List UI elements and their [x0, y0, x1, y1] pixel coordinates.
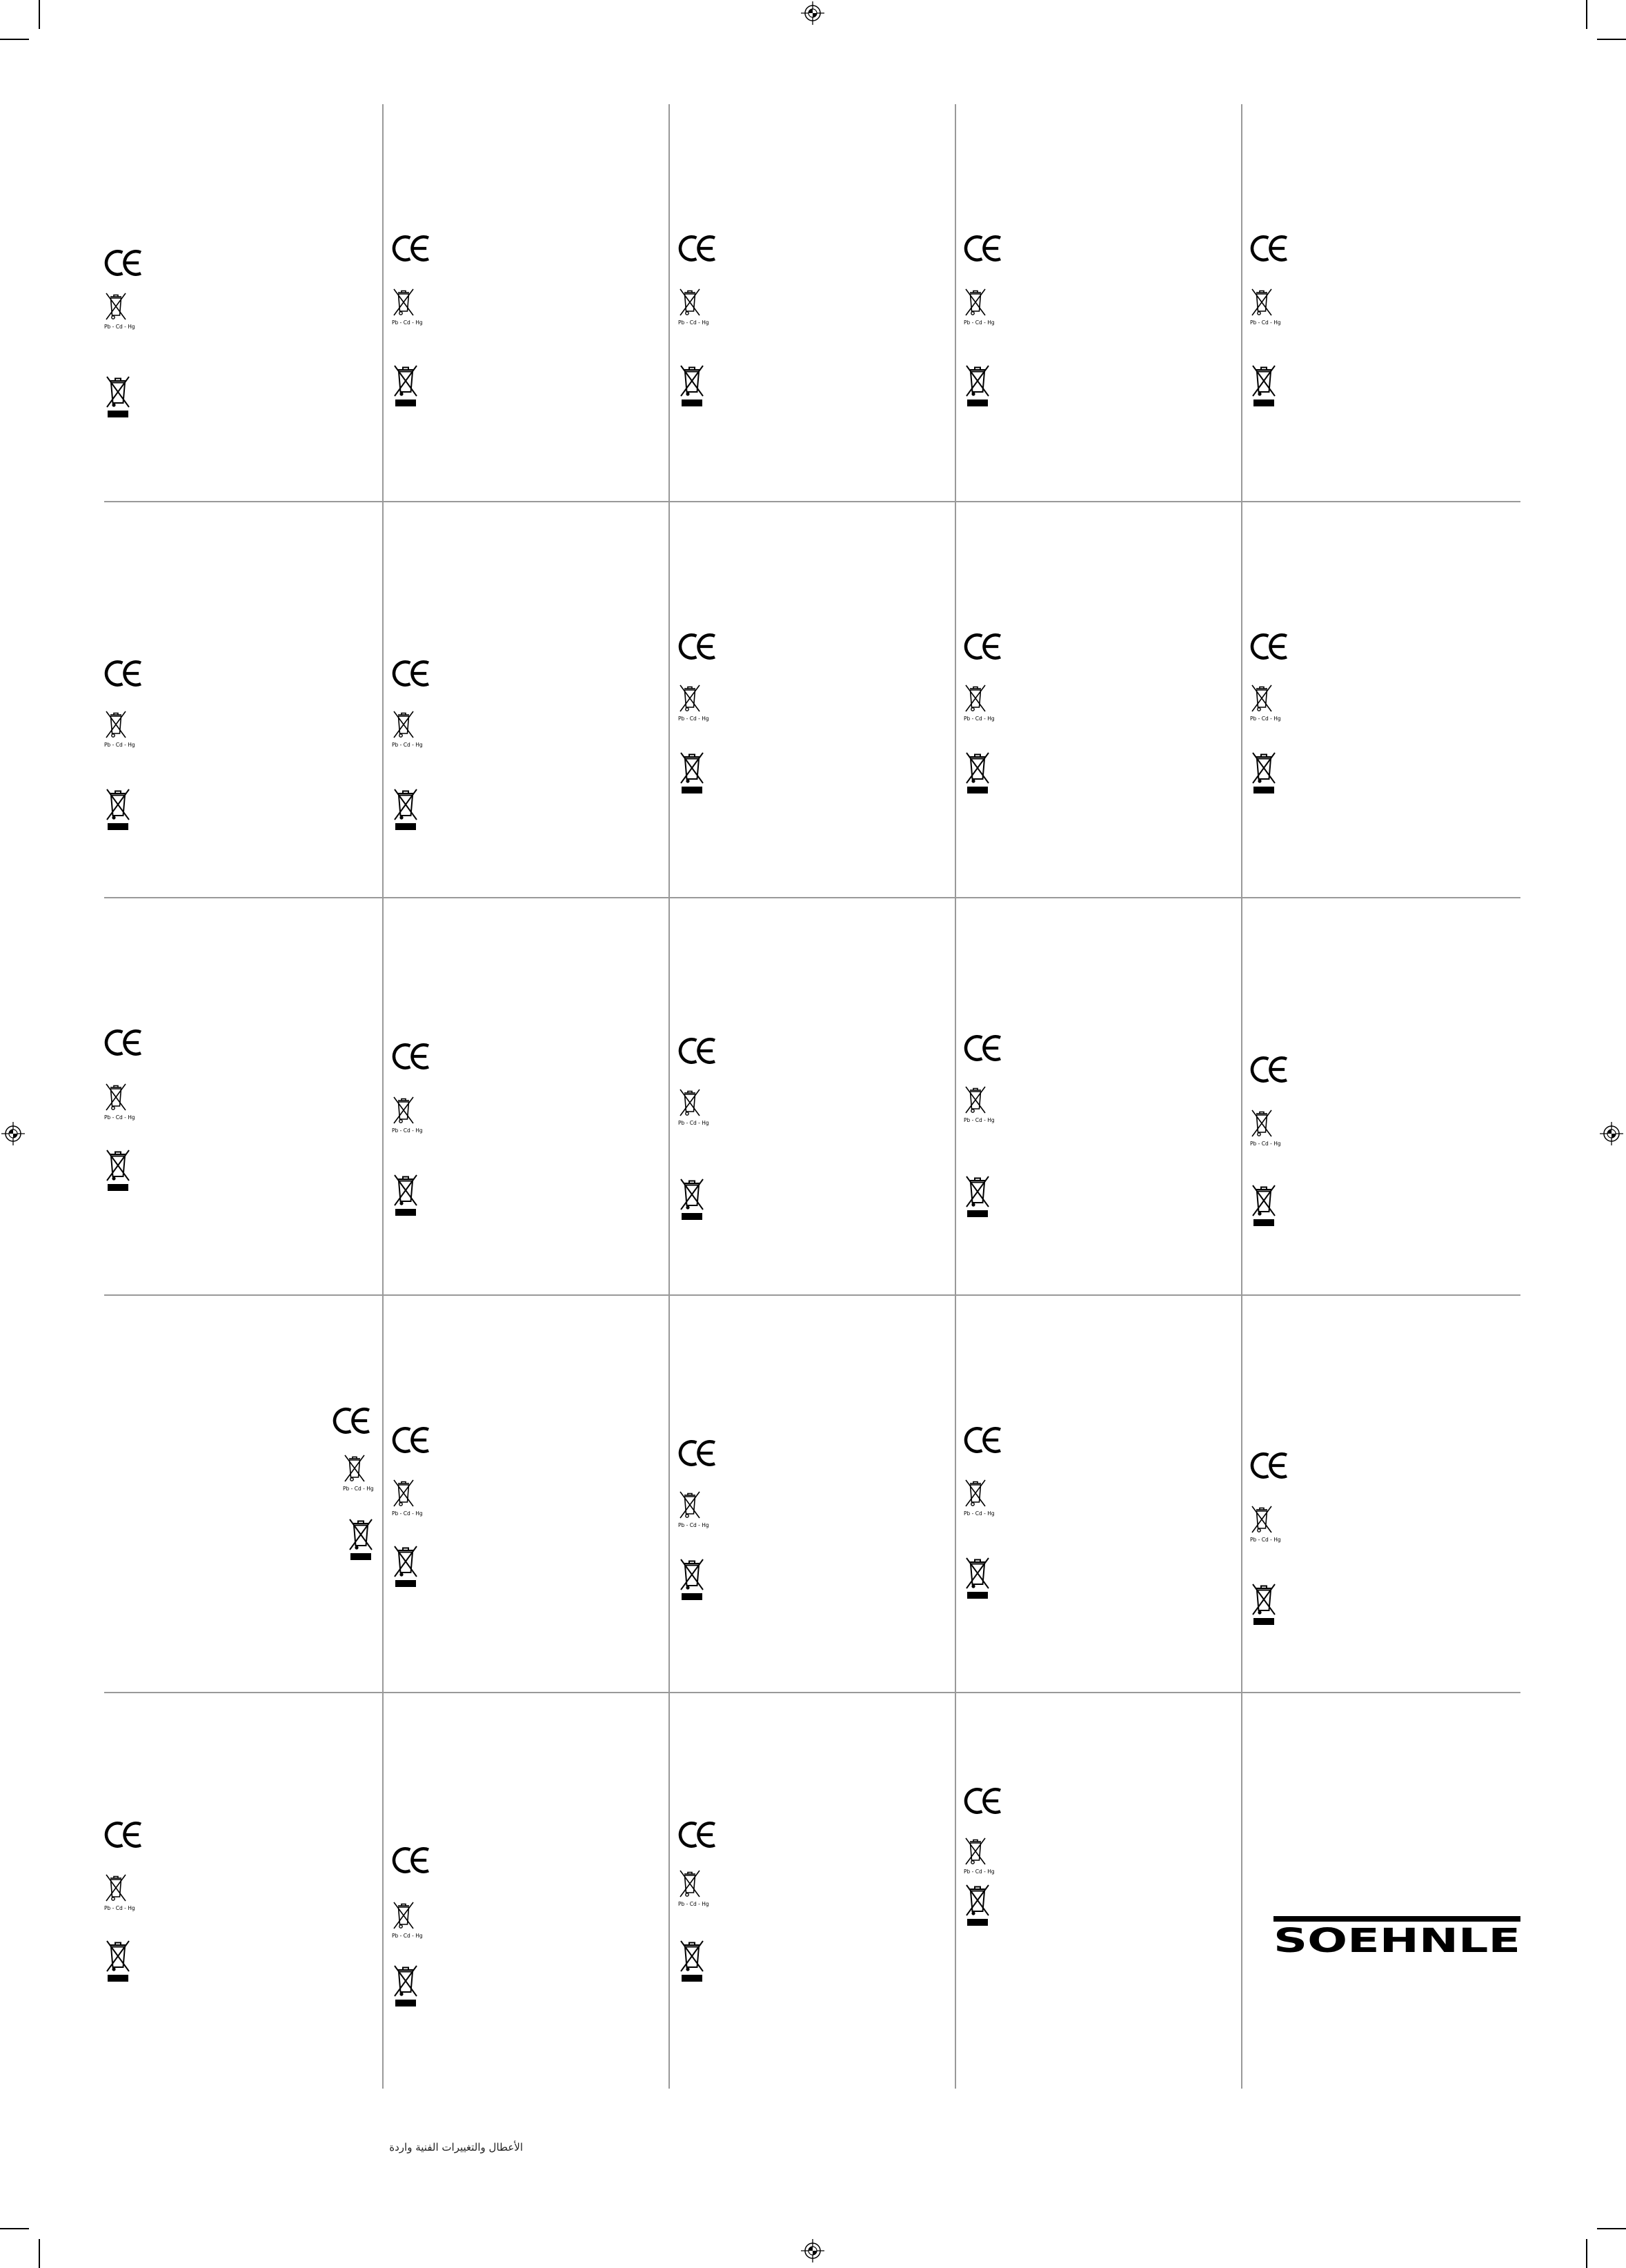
battery-bin-graphic [678, 1489, 702, 1521]
ce-mark-graphic [678, 1036, 719, 1065]
battery-chemicals-label: Pb - Cd - Hg [678, 1901, 709, 1907]
crossed-out-wheelie-bin-weee-icon [678, 1937, 706, 1982]
ce-mark-graphic [392, 1846, 433, 1875]
column-divider [1241, 104, 1242, 2089]
battery-chemicals-label: Pb - Cd - Hg [964, 716, 995, 722]
crossed-out-wheelie-bin-weee-icon [347, 1515, 375, 1561]
crop-mark-top-left-vertical [39, 0, 40, 29]
battery-bin-graphic [392, 286, 415, 318]
ce-mark-graphic [964, 234, 1004, 263]
ce-mark-graphic [964, 1786, 1004, 1815]
ce-mark-icon [104, 1028, 145, 1057]
ce-mark-icon [392, 234, 433, 263]
ce-mark-icon [678, 632, 719, 661]
battery-disposal-symbol [964, 286, 995, 328]
battery-chemicals-label: Pb - Cd - Hg [104, 324, 135, 330]
ce-mark-graphic [392, 234, 433, 263]
ce-mark-icon [392, 1426, 433, 1455]
battery-bin-graphic [1250, 682, 1273, 714]
crop-mark-top-right-vertical [1586, 0, 1587, 29]
battery-bin-graphic [1250, 1107, 1273, 1139]
weee-bin-graphic [678, 1555, 706, 1601]
ce-mark-icon [1250, 632, 1291, 661]
battery-bin-graphic [104, 1872, 128, 1904]
soehnle-logo [1273, 1913, 1522, 1954]
ce-mark-graphic [1250, 1055, 1291, 1084]
crop-mark-top-left-horizontal [0, 39, 29, 40]
crossed-out-wheelie-bin-weee-icon [964, 749, 991, 794]
battery-chemicals-label: Pb - Cd - Hg [964, 1868, 995, 1875]
ce-mark-graphic [678, 1439, 719, 1468]
crossed-out-wheelie-bin-weee-icon [964, 1172, 991, 1218]
weee-bin-graphic [392, 362, 419, 407]
ce-mark-graphic [392, 1042, 433, 1071]
crossed-out-wheelie-bin-weee-icon [1250, 1181, 1278, 1227]
battery-bin-graphic [964, 682, 987, 714]
ce-mark-icon [964, 1426, 1004, 1455]
battery-disposal-symbol [1250, 682, 1281, 724]
crossed-out-bin-battery-icon [678, 682, 702, 714]
weee-bin-graphic [964, 1881, 991, 1926]
battery-disposal-symbol [343, 1452, 374, 1494]
ce-mark-graphic [1250, 632, 1291, 661]
weee-bin-graphic [1250, 362, 1278, 407]
crossed-out-wheelie-bin-weee-icon [678, 1175, 706, 1221]
crossed-out-bin-battery-icon [678, 1868, 702, 1900]
battery-chemicals-label: Pb - Cd - Hg [678, 716, 709, 722]
ce-mark-graphic [104, 659, 145, 688]
crossed-out-bin-battery-icon [104, 709, 128, 740]
ce-mark-icon [678, 1439, 719, 1468]
crossed-out-wheelie-bin-weee-icon [392, 362, 419, 407]
battery-disposal-symbol [678, 286, 709, 328]
ce-mark-graphic [964, 1034, 1004, 1063]
battery-disposal-symbol [104, 290, 135, 332]
row-divider [104, 1692, 1520, 1693]
battery-chemicals-label: Pb - Cd - Hg [1250, 1537, 1281, 1543]
crossed-out-wheelie-bin-weee-icon [104, 1146, 132, 1192]
crossed-out-wheelie-bin-weee-icon [964, 1554, 991, 1599]
ce-mark-icon [104, 248, 145, 277]
ce-mark-icon [964, 632, 1004, 661]
crossed-out-bin-battery-icon [678, 286, 702, 318]
battery-bin-graphic [678, 682, 702, 714]
battery-chemicals-label: Pb - Cd - Hg [964, 1117, 995, 1123]
registration-mark-icon [1, 1122, 25, 1145]
battery-disposal-symbol [964, 682, 995, 724]
row-divider [104, 897, 1520, 898]
ce-mark-graphic [333, 1406, 373, 1435]
ce-mark-graphic [964, 632, 1004, 661]
battery-bin-graphic [392, 1900, 415, 1931]
battery-disposal-symbol [1250, 1107, 1281, 1149]
crossed-out-bin-battery-icon [964, 682, 987, 714]
crossed-out-wheelie-bin-weee-icon [392, 1962, 419, 2007]
battery-bin-graphic [104, 1081, 128, 1113]
registration-mark-icon [801, 1, 824, 25]
crossed-out-bin-battery-icon [343, 1452, 366, 1484]
battery-bin-graphic [964, 1835, 987, 1867]
ce-mark-icon [104, 1820, 145, 1849]
ce-mark-graphic [964, 1426, 1004, 1455]
battery-disposal-symbol [678, 1489, 709, 1530]
ce-mark-icon [678, 234, 719, 263]
battery-disposal-symbol [392, 1900, 423, 1941]
ce-mark-icon [964, 1786, 1004, 1815]
crossed-out-bin-battery-icon [678, 1489, 702, 1521]
battery-chemicals-label: Pb - Cd - Hg [392, 1127, 423, 1134]
crop-mark-bottom-left-horizontal [0, 2228, 29, 2229]
battery-disposal-symbol [964, 1477, 995, 1519]
logo-wordmark: SOEHNLE [1273, 1922, 1520, 1954]
registration-mark-icon [1600, 1122, 1623, 1145]
weee-bin-graphic [104, 785, 132, 831]
battery-bin-graphic [678, 286, 702, 318]
ce-mark-graphic [678, 234, 719, 263]
weee-bin-graphic [392, 1171, 419, 1216]
row-divider [104, 501, 1520, 502]
crossed-out-bin-battery-icon [964, 1477, 987, 1509]
crossed-out-wheelie-bin-weee-icon [678, 362, 706, 407]
battery-bin-graphic [1250, 1503, 1273, 1535]
column-divider [668, 104, 670, 2089]
weee-bin-graphic [392, 1542, 419, 1588]
crossed-out-wheelie-bin-weee-icon [104, 373, 132, 418]
battery-disposal-symbol [678, 682, 709, 724]
weee-bin-graphic [104, 1146, 132, 1192]
crossed-out-bin-battery-icon [392, 1477, 415, 1509]
crossed-out-bin-battery-icon [104, 290, 128, 322]
battery-bin-graphic [964, 286, 987, 318]
weee-bin-graphic [678, 362, 706, 407]
battery-disposal-symbol [392, 1477, 423, 1519]
battery-bin-graphic [104, 290, 128, 322]
weee-bin-graphic [964, 1172, 991, 1218]
ce-mark-icon [1250, 234, 1291, 263]
crossed-out-wheelie-bin-weee-icon [678, 749, 706, 794]
battery-bin-graphic [678, 1868, 702, 1900]
crop-mark-bottom-left-vertical [39, 2239, 40, 2268]
battery-disposal-symbol [1250, 1503, 1281, 1545]
battery-bin-graphic [678, 1087, 702, 1118]
column-divider [955, 104, 956, 2089]
battery-chemicals-label: Pb - Cd - Hg [678, 1120, 709, 1126]
weee-bin-graphic [104, 1937, 132, 1982]
battery-chemicals-label: Pb - Cd - Hg [104, 1905, 135, 1911]
weee-bin-graphic [964, 362, 991, 407]
battery-chemicals-label: Pb - Cd - Hg [1250, 319, 1281, 326]
crossed-out-bin-battery-icon [392, 1900, 415, 1931]
ce-mark-graphic [678, 632, 719, 661]
ce-mark-icon [964, 1034, 1004, 1063]
battery-bin-graphic [392, 709, 415, 740]
battery-chemicals-label: Pb - Cd - Hg [392, 319, 423, 326]
soehnle-logo-graphic [1273, 1913, 1522, 1954]
crossed-out-wheelie-bin-weee-icon [104, 785, 132, 831]
crossed-out-wheelie-bin-weee-icon [964, 1881, 991, 1926]
crossed-out-bin-battery-icon [1250, 682, 1273, 714]
battery-bin-graphic [964, 1477, 987, 1509]
battery-bin-graphic [343, 1452, 366, 1484]
weee-bin-graphic [1250, 1580, 1278, 1626]
weee-bin-graphic [1250, 749, 1278, 794]
ce-mark-icon [392, 1042, 433, 1071]
weee-bin-graphic [678, 1175, 706, 1221]
crossed-out-bin-battery-icon [964, 1835, 987, 1867]
battery-chemicals-label: Pb - Cd - Hg [678, 319, 709, 326]
weee-bin-graphic [392, 785, 419, 831]
ce-mark-graphic [392, 659, 433, 688]
crossed-out-bin-battery-icon [392, 1094, 415, 1126]
battery-chemicals-label: Pb - Cd - Hg [964, 1510, 995, 1517]
ce-mark-icon [678, 1036, 719, 1065]
crossed-out-wheelie-bin-weee-icon [1250, 362, 1278, 407]
battery-disposal-symbol [104, 1081, 135, 1123]
battery-disposal-symbol [104, 1872, 135, 1913]
footer-note: الأعطال والتغييرات الفنية واردة [389, 2141, 523, 2153]
ce-mark-graphic [392, 1426, 433, 1455]
crop-mark-bottom-right-vertical [1586, 2239, 1587, 2268]
crossed-out-bin-battery-icon [964, 286, 987, 318]
battery-chemicals-label: Pb - Cd - Hg [678, 1522, 709, 1528]
battery-chemicals-label: Pb - Cd - Hg [343, 1486, 374, 1492]
weee-bin-graphic [964, 1554, 991, 1599]
battery-bin-graphic [392, 1094, 415, 1126]
battery-chemicals-label: Pb - Cd - Hg [392, 742, 423, 748]
ce-mark-icon [392, 1846, 433, 1875]
battery-disposal-symbol [964, 1835, 995, 1877]
battery-bin-graphic [1250, 286, 1273, 318]
crossed-out-wheelie-bin-weee-icon [392, 785, 419, 831]
weee-bin-graphic [964, 749, 991, 794]
battery-chemicals-label: Pb - Cd - Hg [104, 1114, 135, 1121]
crossed-out-wheelie-bin-weee-icon [392, 1171, 419, 1216]
ce-mark-icon [1250, 1055, 1291, 1084]
battery-disposal-symbol [392, 1094, 423, 1136]
row-divider [104, 1294, 1520, 1296]
crossed-out-wheelie-bin-weee-icon [1250, 749, 1278, 794]
battery-chemicals-label: Pb - Cd - Hg [964, 319, 995, 326]
ce-mark-graphic [104, 1820, 145, 1849]
battery-chemicals-label: Pb - Cd - Hg [392, 1510, 423, 1517]
crossed-out-bin-battery-icon [1250, 286, 1273, 318]
crop-mark-top-right-horizontal [1597, 39, 1626, 40]
battery-disposal-symbol [392, 286, 423, 328]
ce-mark-icon [1250, 1451, 1291, 1480]
battery-chemicals-label: Pb - Cd - Hg [1250, 716, 1281, 722]
battery-bin-graphic [392, 1477, 415, 1509]
battery-disposal-symbol [1250, 286, 1281, 328]
crossed-out-wheelie-bin-weee-icon [1250, 1580, 1278, 1626]
ce-mark-icon [333, 1406, 373, 1435]
battery-chemicals-label: Pb - Cd - Hg [1250, 1141, 1281, 1147]
battery-bin-graphic [964, 1084, 987, 1116]
ce-mark-icon [964, 234, 1004, 263]
crossed-out-bin-battery-icon [104, 1872, 128, 1904]
crossed-out-bin-battery-icon [392, 709, 415, 740]
crossed-out-wheelie-bin-weee-icon [678, 1555, 706, 1601]
crossed-out-bin-battery-icon [392, 286, 415, 318]
weee-bin-graphic [104, 373, 132, 418]
crossed-out-wheelie-bin-weee-icon [392, 1542, 419, 1588]
battery-disposal-symbol [678, 1087, 709, 1128]
battery-disposal-symbol [104, 709, 135, 750]
ce-mark-graphic [104, 1028, 145, 1057]
battery-bin-graphic [104, 709, 128, 740]
ce-mark-graphic [104, 248, 145, 277]
crossed-out-bin-battery-icon [1250, 1503, 1273, 1535]
crossed-out-bin-battery-icon [104, 1081, 128, 1113]
ce-mark-graphic [678, 1820, 719, 1849]
column-divider [382, 104, 384, 2089]
crossed-out-bin-battery-icon [1250, 1107, 1273, 1139]
crossed-out-wheelie-bin-weee-icon [104, 1937, 132, 1982]
battery-chemicals-label: Pb - Cd - Hg [392, 1933, 423, 1939]
registration-mark-icon [801, 2239, 824, 2262]
crossed-out-bin-battery-icon [964, 1084, 987, 1116]
weee-bin-graphic [678, 749, 706, 794]
weee-bin-graphic [1250, 1181, 1278, 1227]
crossed-out-bin-battery-icon [678, 1087, 702, 1118]
battery-disposal-symbol [392, 709, 423, 750]
weee-bin-graphic [678, 1937, 706, 1982]
crop-mark-bottom-right-horizontal [1597, 2228, 1626, 2229]
battery-disposal-symbol [678, 1868, 709, 1909]
ce-mark-graphic [1250, 234, 1291, 263]
ce-mark-graphic [1250, 1451, 1291, 1480]
weee-bin-graphic [347, 1515, 375, 1561]
ce-mark-icon [678, 1820, 719, 1849]
battery-disposal-symbol [964, 1084, 995, 1125]
battery-chemicals-label: Pb - Cd - Hg [104, 742, 135, 748]
ce-mark-icon [104, 659, 145, 688]
ce-mark-icon [392, 659, 433, 688]
crossed-out-wheelie-bin-weee-icon [964, 362, 991, 407]
weee-bin-graphic [392, 1962, 419, 2007]
